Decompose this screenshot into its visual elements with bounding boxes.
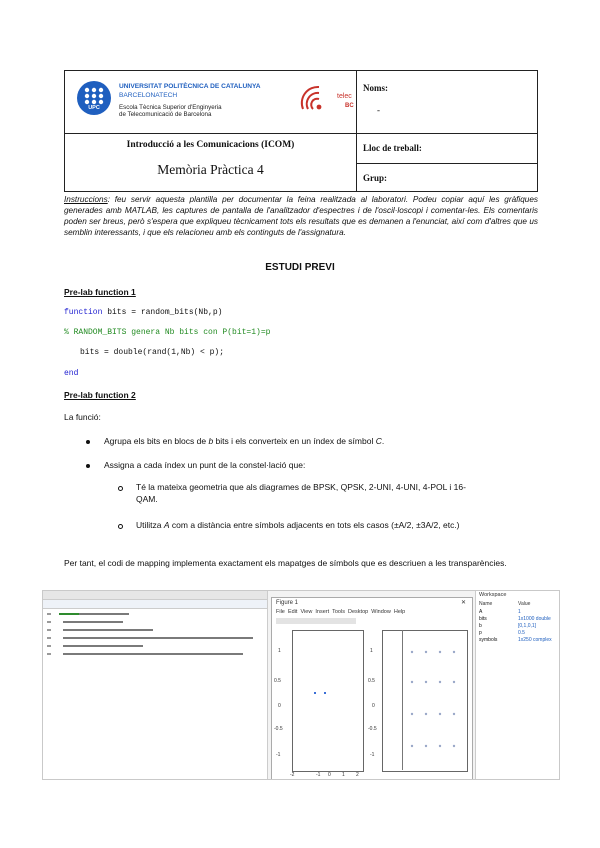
right-axis-tick: -1 xyxy=(370,752,375,758)
bullet-icon xyxy=(86,440,90,444)
menu-desktop[interactable]: Desktop xyxy=(348,609,369,615)
instructions-paragraph xyxy=(64,194,538,238)
ws-var-value: 1x250 complex xyxy=(518,637,552,643)
instructions-text: : feu servir aquesta plantilla per documentar la feina realitzada al laboratori. Podeu copiar aquí les gràfiques generades amb MATLAB, les captures de pantalla de l'analitzador d'espectres i de l'oscil·loscopi i comentar-les. Els comentaris poden ser breus, però s'espera que expliqueu tècnicament tots els resultats que es demanen a l'enunciat, així com d'altres que us semblin interessants, i que els relacioneu amb els continguts de l'assignatura. xyxy=(64,195,538,237)
ws-var-name[interactable]: symbols xyxy=(479,637,498,643)
editor-toolbar xyxy=(43,591,267,600)
ws-var-name[interactable]: p xyxy=(479,630,482,636)
menu-window[interactable]: Window xyxy=(371,609,391,615)
right-axis-tick: 1 xyxy=(370,648,373,654)
code-line-3: bits = double(rand(1,Nb) < p); xyxy=(80,348,225,357)
editor-panel xyxy=(43,591,268,779)
left-axes xyxy=(292,630,364,772)
instructions-label: Instruccions xyxy=(64,195,108,204)
constellation-point xyxy=(324,692,326,694)
right-axis-tick: 0.5 xyxy=(368,678,375,684)
conclusion-text: Per tant, el codi de mapping implementa exactament els mapatges de símbols que es descriuen a les transparències. xyxy=(64,558,507,568)
left-axis-tick: 0 xyxy=(278,703,281,709)
sub-bullet-2-text xyxy=(136,519,460,531)
bullet-2-text: Assigna a cada índex un punt de la constel·lació que: xyxy=(104,460,306,470)
ws-var-name[interactable]: A xyxy=(479,609,483,615)
x-axis-tick: -2 xyxy=(290,772,295,778)
header-row-line xyxy=(65,133,356,134)
grup-label: Grup: xyxy=(363,173,388,183)
workspace-panel xyxy=(475,591,560,779)
ws-var-name[interactable]: b xyxy=(479,623,482,629)
sub-bullet-2-a: A xyxy=(163,520,170,530)
code-signature: bits = random_bits(Nb,p) xyxy=(102,308,223,317)
ws-var-value: [0,1,0,1] xyxy=(518,623,537,629)
upc-logo-text: UPC xyxy=(88,105,100,111)
prelab2-intro: La funció: xyxy=(64,412,101,422)
menu-tools[interactable]: Tools xyxy=(332,609,345,615)
sub-bullet-2-part: Utilitza xyxy=(136,520,164,530)
university-subtitle: BARCELONATECH xyxy=(119,92,178,99)
left-axis-tick: 0.5 xyxy=(274,678,281,684)
bullet-icon xyxy=(86,464,90,468)
sub-bullet-icon xyxy=(118,524,123,529)
bullet-1-text xyxy=(104,435,384,447)
upc-logo xyxy=(77,81,111,115)
ws-col-name: Name xyxy=(479,601,493,607)
telecom-logo-icon xyxy=(297,81,339,115)
course-title: Introducció a les Comunicacions (ICOM) xyxy=(126,140,295,150)
prelab1-title: Pre-lab function 1 xyxy=(64,287,136,297)
right-axis-tick: -0.5 xyxy=(368,726,377,732)
school-name-1: Escola Tècnica Superior d'Enginyeria xyxy=(119,104,222,111)
menu-edit[interactable]: Edit xyxy=(287,609,298,615)
x-axis-tick: 2 xyxy=(356,772,359,778)
x-axis-tick: -1 xyxy=(316,772,321,778)
header-table xyxy=(64,70,538,192)
ws-var-name[interactable]: bits xyxy=(479,616,487,622)
bullet-1-b: b xyxy=(208,436,214,446)
right-axis-tick: 0 xyxy=(372,703,375,709)
constellation-point xyxy=(314,692,316,694)
noms-label: Noms: xyxy=(363,83,388,93)
x-axis-tick: 0 xyxy=(328,772,331,778)
sub-bullet-1-text: Té la mateixa geometria que als diagrames de BPSK, QPSK, 2-UNI, 4-UNI, 4-POL i 16-QAM. xyxy=(136,482,466,504)
header-row-line xyxy=(356,133,538,134)
sub-bullet-2-part: com a distància entre símbols adjacents en tots els casos (±A/2, ±3A/2, etc.) xyxy=(169,520,460,530)
memoria-title: Memòria Pràctica 4 xyxy=(157,162,264,177)
telecom-logo-text: telec xyxy=(337,93,352,100)
figure-toolbar xyxy=(276,618,356,624)
ws-var-value: 0.5 xyxy=(518,630,525,636)
ws-var-value: 1 xyxy=(518,609,521,615)
code-comment: % RANDOM_BITS genera Nb bits con P(bit=1)=p xyxy=(64,328,271,337)
right-axes-yaxis xyxy=(402,630,403,770)
menu-help[interactable]: Help xyxy=(393,609,406,615)
bullet-1-part: Agrupa els bits en blocs de xyxy=(104,436,209,446)
school-name-2: de Telecomunicació de Barcelona xyxy=(119,111,212,118)
editor-code-lines xyxy=(47,611,263,671)
prelab2-title: Pre-lab function 2 xyxy=(64,390,136,400)
figure-menubar xyxy=(276,609,405,615)
figure-window xyxy=(271,597,473,780)
menu-insert[interactable]: Insert xyxy=(315,609,330,615)
bullet-1-part: . xyxy=(381,436,385,446)
sub-bullet-icon xyxy=(118,486,123,491)
left-axis-tick: 1 xyxy=(278,648,281,654)
figure-title: Figure 1 xyxy=(276,600,299,606)
editor-tabs xyxy=(43,600,267,609)
lloc-label: Lloc de treball: xyxy=(363,143,422,153)
menu-file[interactable]: File xyxy=(276,609,285,615)
left-axis-tick: -0.5 xyxy=(274,726,283,732)
x-axis-tick: 1 xyxy=(342,772,345,778)
right-constellation xyxy=(406,642,466,758)
left-axis-tick: -1 xyxy=(276,752,281,758)
noms-value: - xyxy=(377,105,380,115)
close-icon[interactable]: ✕ xyxy=(460,600,466,606)
bullet-1-c: C xyxy=(375,436,382,446)
matlab-screenshot xyxy=(42,590,560,780)
code-keyword-function: function xyxy=(64,308,103,317)
ws-var-value: 1x1000 double xyxy=(518,616,551,622)
ws-col-value: Value xyxy=(518,601,531,607)
header-row-line xyxy=(356,163,538,164)
telecom-logo-text-2: BC xyxy=(345,103,354,109)
menu-view[interactable]: View xyxy=(300,609,313,615)
left-axes-points xyxy=(293,631,363,771)
bullet-1-part: bits i els converteix en un índex de símbol xyxy=(213,436,376,446)
code-keyword-end: end xyxy=(64,369,79,378)
section-title: ESTUDI PREVI xyxy=(265,262,335,273)
workspace-title: Workspace xyxy=(479,592,507,598)
university-name: UNIVERSITAT POLITÈCNICA DE CATALUNYA xyxy=(119,83,261,90)
header-divider xyxy=(356,71,357,191)
code-line-1 xyxy=(64,308,222,317)
